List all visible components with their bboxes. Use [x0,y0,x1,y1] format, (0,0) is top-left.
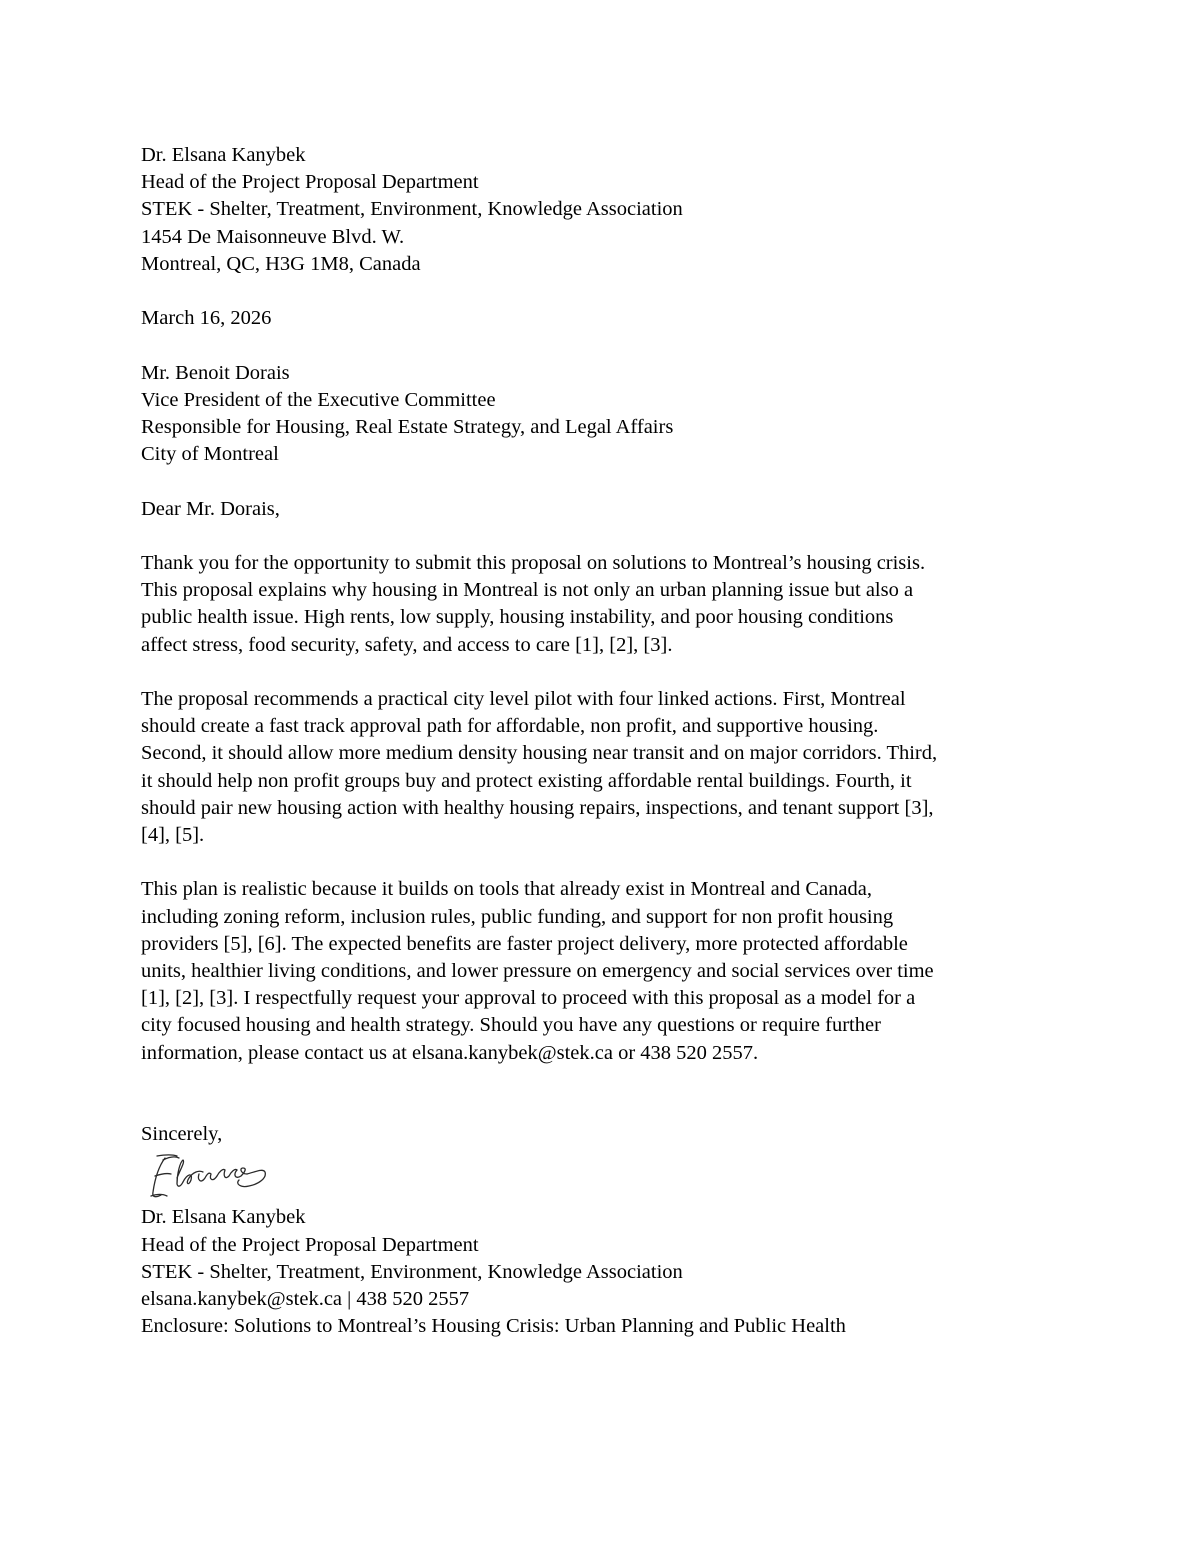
signer-organization: STEK - Shelter, Treatment, Environment, Knowledge Association [141,1260,683,1283]
paragraph-line: [4], [5]. [141,824,205,846]
spacer [141,332,1066,359]
paragraph-line: it should help non profit groups buy and protect existing affordable rental buildings. Fourth, it [141,769,912,792]
closing-block [141,1121,1066,1148]
sender-organization: STEK - Shelter, Treatment, Environment, Knowledge Association [141,198,683,221]
body-paragraph-1 [141,550,1059,659]
recipient-responsibility: Responsible for Housing, Real Estate Strategy, and Legal Affairs [141,416,674,438]
recipient-title: Vice President of the Executive Committee [141,388,496,411]
sender-title: Head of the Project Proposal Department [141,171,479,194]
closing: Sincerely, [141,1123,223,1146]
paragraph-line: public health issue. High rents, low supply, housing instability, and poor housing conditions [141,606,894,629]
paragraph-line: information, please contact us at elsana.kanybek@stek.ca or 438 520 2557. [141,1041,759,1064]
paragraph-line: [1], [2], [3]. I respectfully request your approval to proceed with this proposal as a model for a [141,987,916,1010]
sender-name: Dr. Elsana Kanybek [141,144,306,166]
spacer [141,1094,1066,1121]
signer-contact: elsana.kanybek@stek.ca | 438 520 2557 [141,1288,470,1310]
sender-address-block [141,142,1066,278]
spacer [141,278,1066,305]
paragraph-line: including zoning reform, inclusion rules, public funding, and support for non profit housing [141,905,894,928]
spacer [141,1067,1066,1094]
letter-date: March 16, 2026 [141,307,272,330]
date-block [141,305,1066,332]
paragraph-line: Thank you for the opportunity to submit this proposal on solutions to Montreal’s housing crisis. [141,551,926,574]
paragraph-line: This proposal explains why housing in Montreal is not only an urban planning issue but also a [141,579,914,602]
paragraph-line: should pair new housing action with healthy housing repairs, inspections, and tenant support [3], [141,796,934,819]
paragraph-line: affect stress, food security, safety, and access to care [1], [2], [3]. [141,633,673,656]
recipient-name: Mr. Benoit Dorais [141,361,290,384]
recipient-organization: City of Montreal [141,443,279,466]
paragraph-line: This plan is realistic because it builds on tools that already exist in Montreal and Canada, [141,878,872,901]
signature-block [141,1204,1066,1340]
salutation: Dear Mr. Dorais, [141,497,280,520]
salutation-block [141,496,1066,523]
signer-title: Head of the Project Proposal Department [141,1233,479,1256]
spacer [141,523,1066,550]
spacer [141,659,1066,686]
sender-address-line1: 1454 De Maisonneuve Blvd. W. [141,225,405,248]
body-paragraph-3 [141,876,1059,1066]
spacer [141,849,1066,876]
recipient-address-block [141,360,1066,469]
letter-content [141,142,1066,1340]
paragraph-line: city focused housing and health strategy. Should you have any questions or require further [141,1014,881,1037]
paragraph-line: should create a fast track approval path for affordable, non profit, and supportive housing. [141,715,879,738]
paragraph-line: Second, it should allow more medium density housing near transit and on major corridors. Third, [141,742,938,765]
paragraph-line: providers [5], [6]. The expected benefits are faster project delivery, more protected affordable [141,932,908,955]
handwritten-signature [143,1150,273,1202]
sender-address-line2: Montreal, QC, H3G 1M8, Canada [141,252,421,275]
spacer [141,468,1066,495]
paragraph-line: The proposal recommends a practical city level pilot with four linked actions. First, Montreal [141,687,906,710]
signature-area [141,1146,1066,1204]
signer-name: Dr. Elsana Kanybek [141,1206,306,1229]
paragraph-line: units, healthier living conditions, and lower pressure on emergency and social services over time [141,960,934,982]
body-paragraph-2 [141,686,1059,849]
enclosure-line: Enclosure: Solutions to Montreal’s Housing Crisis: Urban Planning and Public Health [141,1315,846,1338]
